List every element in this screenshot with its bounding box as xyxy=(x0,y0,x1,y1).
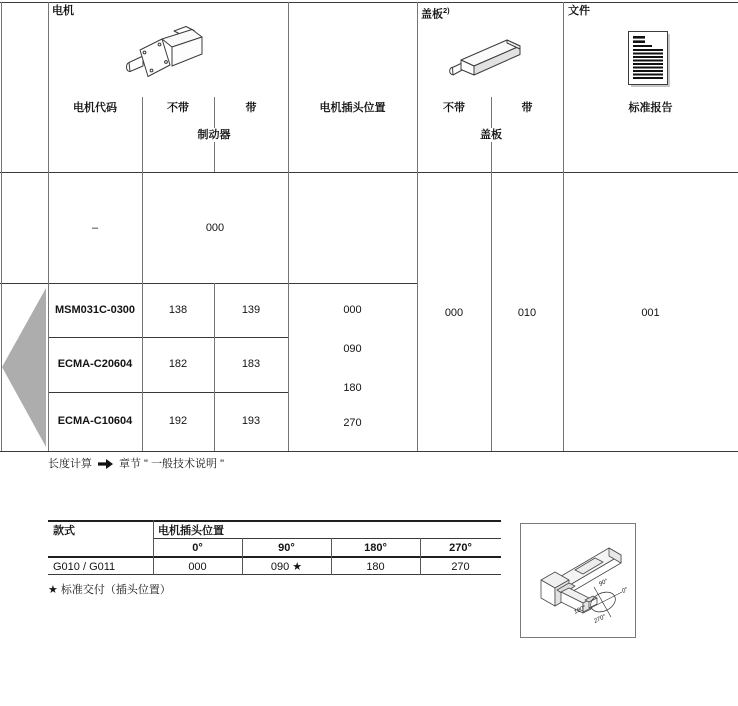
row-separator-line xyxy=(48,392,288,393)
plug-table-top-border xyxy=(48,520,501,522)
diagram-label-90: 90° xyxy=(598,578,610,588)
plug-table-degree-header: 180° xyxy=(364,542,387,554)
document-section-title: 文件 xyxy=(568,5,590,17)
column-line xyxy=(491,97,492,451)
cover-section-title xyxy=(421,4,450,21)
cell-standard-report: 001 xyxy=(641,307,660,319)
plug-table-degree-header: 90° xyxy=(278,542,295,554)
plug-table-degree-header: 270° xyxy=(449,542,472,554)
plug-table-row-label: G010 / G011 xyxy=(53,561,116,573)
cell-with-cover: 010 xyxy=(517,307,537,319)
actuator-plug-orientation-diagram xyxy=(520,523,636,638)
standard-report-document-icon xyxy=(627,30,673,90)
plug-table-bottom-border xyxy=(48,574,501,575)
plug-table-degree-header: 0° xyxy=(192,542,203,554)
row-separator-line xyxy=(48,337,288,338)
cover-section-title-text: 盖板 xyxy=(421,8,443,21)
header-without-cover: 不带 xyxy=(443,102,465,114)
plug-table-subheader-line xyxy=(153,538,501,539)
cell-without-brake: 192 xyxy=(168,415,188,427)
cell-motor-code: MSM031C-0300 xyxy=(54,304,136,316)
header-plug-position: 电机插头位置 xyxy=(319,102,386,114)
column-line xyxy=(563,2,564,451)
header-without-brake: 不带 xyxy=(167,102,189,114)
plug-table-value: 180 xyxy=(366,561,385,573)
column-line xyxy=(142,97,143,451)
diagram-label-270: 270° xyxy=(593,613,608,625)
actuator-drawing xyxy=(521,524,635,637)
header-cover: 盖板 xyxy=(460,128,522,142)
header-motor-code: 电机代码 xyxy=(73,102,117,114)
cell-without-brake: 138 xyxy=(168,304,188,316)
note-prefix: 长度计算 xyxy=(48,458,92,470)
cell-motor-code: ECMA-C20604 xyxy=(57,358,133,370)
note-suffix: 章节 " 一般技术说明 " xyxy=(119,458,224,470)
table-top-border xyxy=(0,2,738,3)
plug-table-value: 000 xyxy=(188,561,207,573)
cell-without-brake: 182 xyxy=(168,358,188,370)
cell-with-brake: 193 xyxy=(241,415,261,427)
cell-with-brake: 139 xyxy=(241,304,261,316)
header-brake: 制动器 xyxy=(174,128,254,142)
plug-table-value: 090 ★ xyxy=(270,561,303,573)
column-line xyxy=(417,2,418,451)
plug-table-value: 270 xyxy=(451,561,470,573)
table-bottom-border xyxy=(0,451,738,452)
diagram-label-0: 0° xyxy=(621,586,630,595)
cell-motor-code: – xyxy=(91,222,99,234)
header-with-brake: 带 xyxy=(245,102,257,114)
plug-table-style-header: 款式 xyxy=(53,525,75,537)
motor-section-title: 电机 xyxy=(52,5,74,17)
cell-plug-position: 270 xyxy=(343,417,362,429)
plug-table-plug-header: 电机插头位置 xyxy=(158,525,224,537)
header-separator-line xyxy=(0,172,738,173)
cell-motor-code: ECMA-C10604 xyxy=(57,415,133,427)
cell-plug-position: 180 xyxy=(343,382,362,394)
length-calculation-note xyxy=(48,457,224,471)
header-with-cover: 带 xyxy=(521,102,533,114)
row-separator-line xyxy=(0,283,417,284)
cell-plug-position: 000 xyxy=(343,304,362,316)
plug-table-header-line xyxy=(48,556,501,558)
cell-brake-option: 000 xyxy=(205,222,225,234)
cell-with-brake: 183 xyxy=(241,358,261,370)
cell-without-cover: 000 xyxy=(444,307,464,319)
star-note: ★ 标准交付（插头位置） xyxy=(48,584,171,596)
diagram-label-180: 180° xyxy=(573,604,588,616)
section-marker-triangle-icon xyxy=(0,286,47,449)
footnote-marker: 2) xyxy=(443,6,450,15)
cell-plug-position: 090 xyxy=(343,343,362,355)
right-arrow-icon xyxy=(98,459,113,469)
servo-motor-icon xyxy=(126,24,218,86)
header-standard-report: 标准报告 xyxy=(628,102,673,114)
cover-plate-icon xyxy=(449,37,527,83)
